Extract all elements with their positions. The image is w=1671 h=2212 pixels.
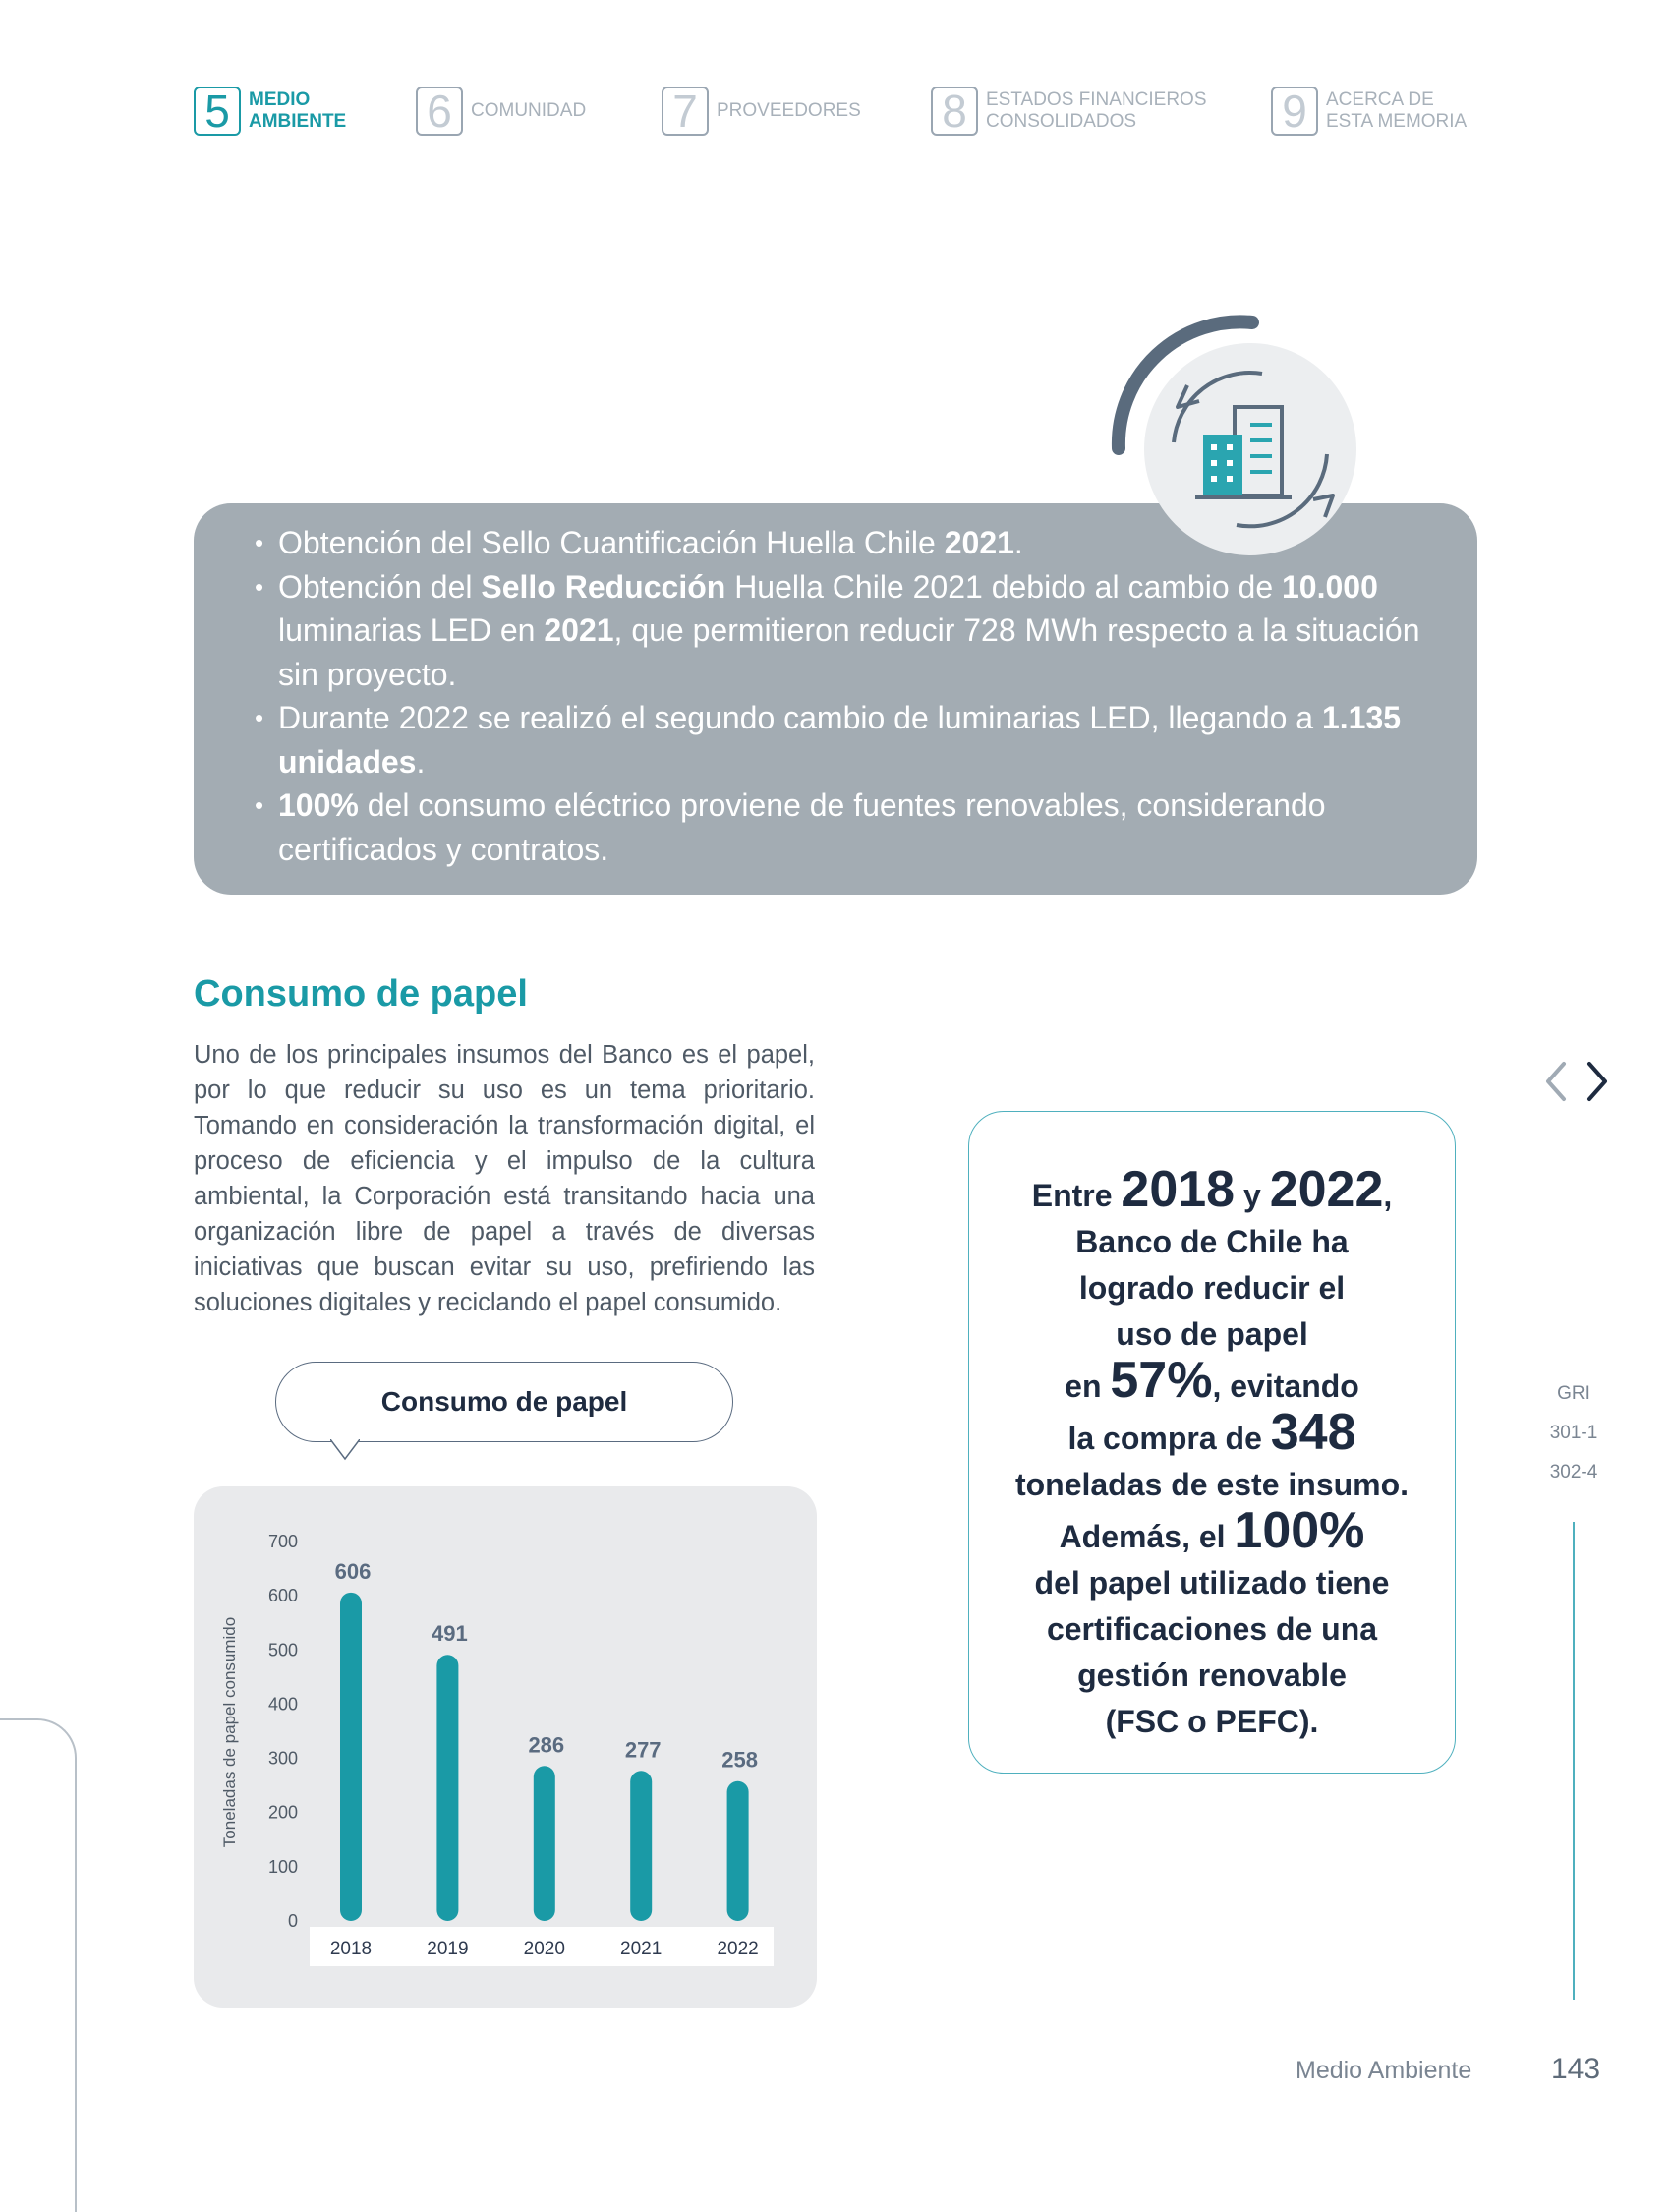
stat-card	[968, 1111, 1456, 1774]
stat-text: Además, el	[1059, 1519, 1235, 1554]
paper-consumption-chart	[194, 1486, 817, 2008]
bullet-text: , que permitieron reducir 728 MWh respecto a la situación sin proyecto.	[278, 612, 1420, 692]
stat-line: del papel utilizado tiene	[1034, 1565, 1390, 1601]
gri-tags	[1528, 1374, 1619, 1492]
stat-certified-percent: 100%	[1234, 1502, 1365, 1559]
bar-value-label: 277	[624, 1737, 662, 1763]
highlight-bullet	[253, 696, 1438, 784]
prev-page-icon	[1548, 1064, 1564, 1099]
bullet-text: Obtención del Sello Cuantificación Huella Chile	[278, 525, 945, 560]
section-title: Consumo de papel	[194, 973, 528, 1015]
nav-label: ESTADOS FINANCIEROS CONSOLIDADOS	[986, 89, 1207, 132]
stat-text: la compra de	[1067, 1421, 1271, 1456]
highlight-bullet	[253, 565, 1438, 697]
stat-line-years	[969, 1161, 1455, 1219]
nav-item-comunidad[interactable]	[416, 85, 586, 138]
y-tick-label: 600	[267, 1586, 298, 1606]
stat-line-certified	[969, 1502, 1455, 1560]
bar-2018	[340, 1593, 362, 1921]
footer-section: Medio Ambiente	[1296, 2057, 1472, 2084]
bubble-tail	[330, 1439, 360, 1461]
gri-divider	[1573, 1522, 1575, 2000]
y-tick-label: 700	[267, 1532, 298, 1551]
highlight-bullet	[253, 784, 1438, 871]
nav-label: COMUNIDAD	[471, 100, 587, 121]
y-tick-label: 100	[267, 1856, 298, 1877]
x-tick-label: 2018	[329, 1939, 373, 1959]
bar-2022	[727, 1781, 749, 1921]
nav-label: MEDIO AMBIENTE	[249, 89, 347, 132]
nav-item-estados-financieros[interactable]	[931, 85, 1212, 138]
nav-item-acerca-de-esta-memoria[interactable]	[1271, 85, 1473, 138]
bullet-bold-text: Sello Reducción	[481, 568, 726, 605]
stat-line-percent	[969, 1352, 1455, 1410]
stat-line: uso de papel	[1116, 1316, 1308, 1352]
bar-value-label: 606	[334, 1558, 372, 1584]
x-tick-label: 2020	[523, 1939, 565, 1959]
bar-value-label: 286	[528, 1732, 565, 1758]
next-page-icon	[1589, 1064, 1605, 1099]
gri-code: 301-1	[1549, 1423, 1598, 1443]
bullet-text: .	[1013, 525, 1023, 560]
stat-text: , evitando	[1212, 1368, 1359, 1404]
nav-number: 8	[931, 87, 978, 136]
bullet-bold-text: 1.135 unidades	[278, 700, 1402, 780]
stat-line: gestión renovable	[1077, 1658, 1347, 1693]
page-number: 143	[1551, 2053, 1601, 2085]
bullet-bold-text: 100%	[278, 787, 359, 823]
stat-tons: 348	[1270, 1404, 1356, 1461]
bullet-bold-text: 10.000	[1282, 568, 1378, 605]
bar-2021	[630, 1771, 652, 1921]
nav-number: 5	[194, 87, 241, 136]
stat-text: ,	[1383, 1178, 1393, 1213]
stat-reduction-percent: 57%	[1110, 1352, 1213, 1409]
bullet-text: Durante 2022 se realizó el segundo cambio de luminarias LED, llegando a	[278, 700, 1322, 735]
stat-line-tons	[969, 1404, 1455, 1462]
nav-number: 7	[662, 87, 709, 136]
nav-label: ACERCA DE ESTA MEMORIA	[1326, 89, 1468, 132]
y-tick-label: 300	[267, 1748, 298, 1769]
stat-year-start: 2018	[1121, 1161, 1236, 1218]
stat-line: Banco de Chile ha	[1075, 1224, 1349, 1259]
gri-label: GRI	[1557, 1383, 1590, 1404]
bar-2019	[436, 1655, 458, 1921]
bar-value-label: 258	[721, 1747, 758, 1773]
stat-text: en	[1065, 1368, 1111, 1404]
bullet-bold-text: 2021	[544, 612, 614, 648]
stat-text: Entre	[1031, 1178, 1122, 1213]
x-tick-label: 2019	[427, 1939, 469, 1959]
building-recycle-icon	[1105, 307, 1380, 582]
y-tick-label: 400	[267, 1694, 298, 1715]
y-tick-label: 200	[267, 1802, 298, 1823]
chart-title-bubble: Consumo de papel	[275, 1362, 733, 1442]
page-nav-arrows	[1540, 1058, 1613, 1105]
nav-item-proveedores[interactable]	[662, 85, 861, 138]
nav-label: PROVEEDORES	[717, 100, 861, 121]
stat-line: toneladas de este insumo.	[1014, 1467, 1410, 1502]
y-axis-title: Toneladas de papel consumido	[220, 1616, 239, 1848]
y-tick-label: 500	[267, 1640, 298, 1660]
stat-line: (FSC o PEFC).	[1105, 1704, 1319, 1739]
bullet-text: del consumo eléctrico proviene de fuentes renovables, considerando certificados y contratos.	[278, 787, 1326, 867]
bullet-text: luminarias LED en	[278, 612, 545, 648]
section-body: Uno de los principales insumos del Banco es el papel, por lo que reducir su uso es un tema prioritario. Tomando en consideración la transformación digital, el proceso de eficiencia y el impulso de la cultura ambiental, la Corporación está transitando hacia una organización libre de papel a través de diversas iniciativas que buscan evitar su uso, prefiriendo las soluciones digitales y reciclando el papel consumido.	[194, 1041, 815, 1316]
nav-number: 9	[1271, 87, 1318, 136]
nav-item-medio-ambiente[interactable]	[194, 85, 357, 138]
chart-panel	[194, 1486, 817, 2008]
stat-text: y	[1235, 1178, 1270, 1213]
bullet-bold-text: 2021	[944, 525, 1014, 560]
bullet-text: Huella Chile 2021 debido al cambio de	[725, 568, 1282, 605]
left-decoration	[0, 1718, 77, 2212]
bullet-text: .	[416, 743, 426, 780]
stat-year-end: 2022	[1269, 1161, 1384, 1218]
bullet-text: Obtención del	[278, 568, 482, 605]
x-tick-label: 2022	[717, 1939, 759, 1959]
stat-line: certificaciones de una	[1046, 1611, 1378, 1647]
stat-line: logrado reducir el	[1078, 1270, 1346, 1306]
gri-code: 302-4	[1549, 1462, 1598, 1483]
x-tick-label: 2021	[620, 1939, 663, 1959]
bar-2020	[534, 1766, 555, 1921]
nav-number: 6	[416, 87, 463, 136]
y-tick-label: 0	[287, 1911, 298, 1931]
bar-value-label: 491	[432, 1621, 468, 1647]
